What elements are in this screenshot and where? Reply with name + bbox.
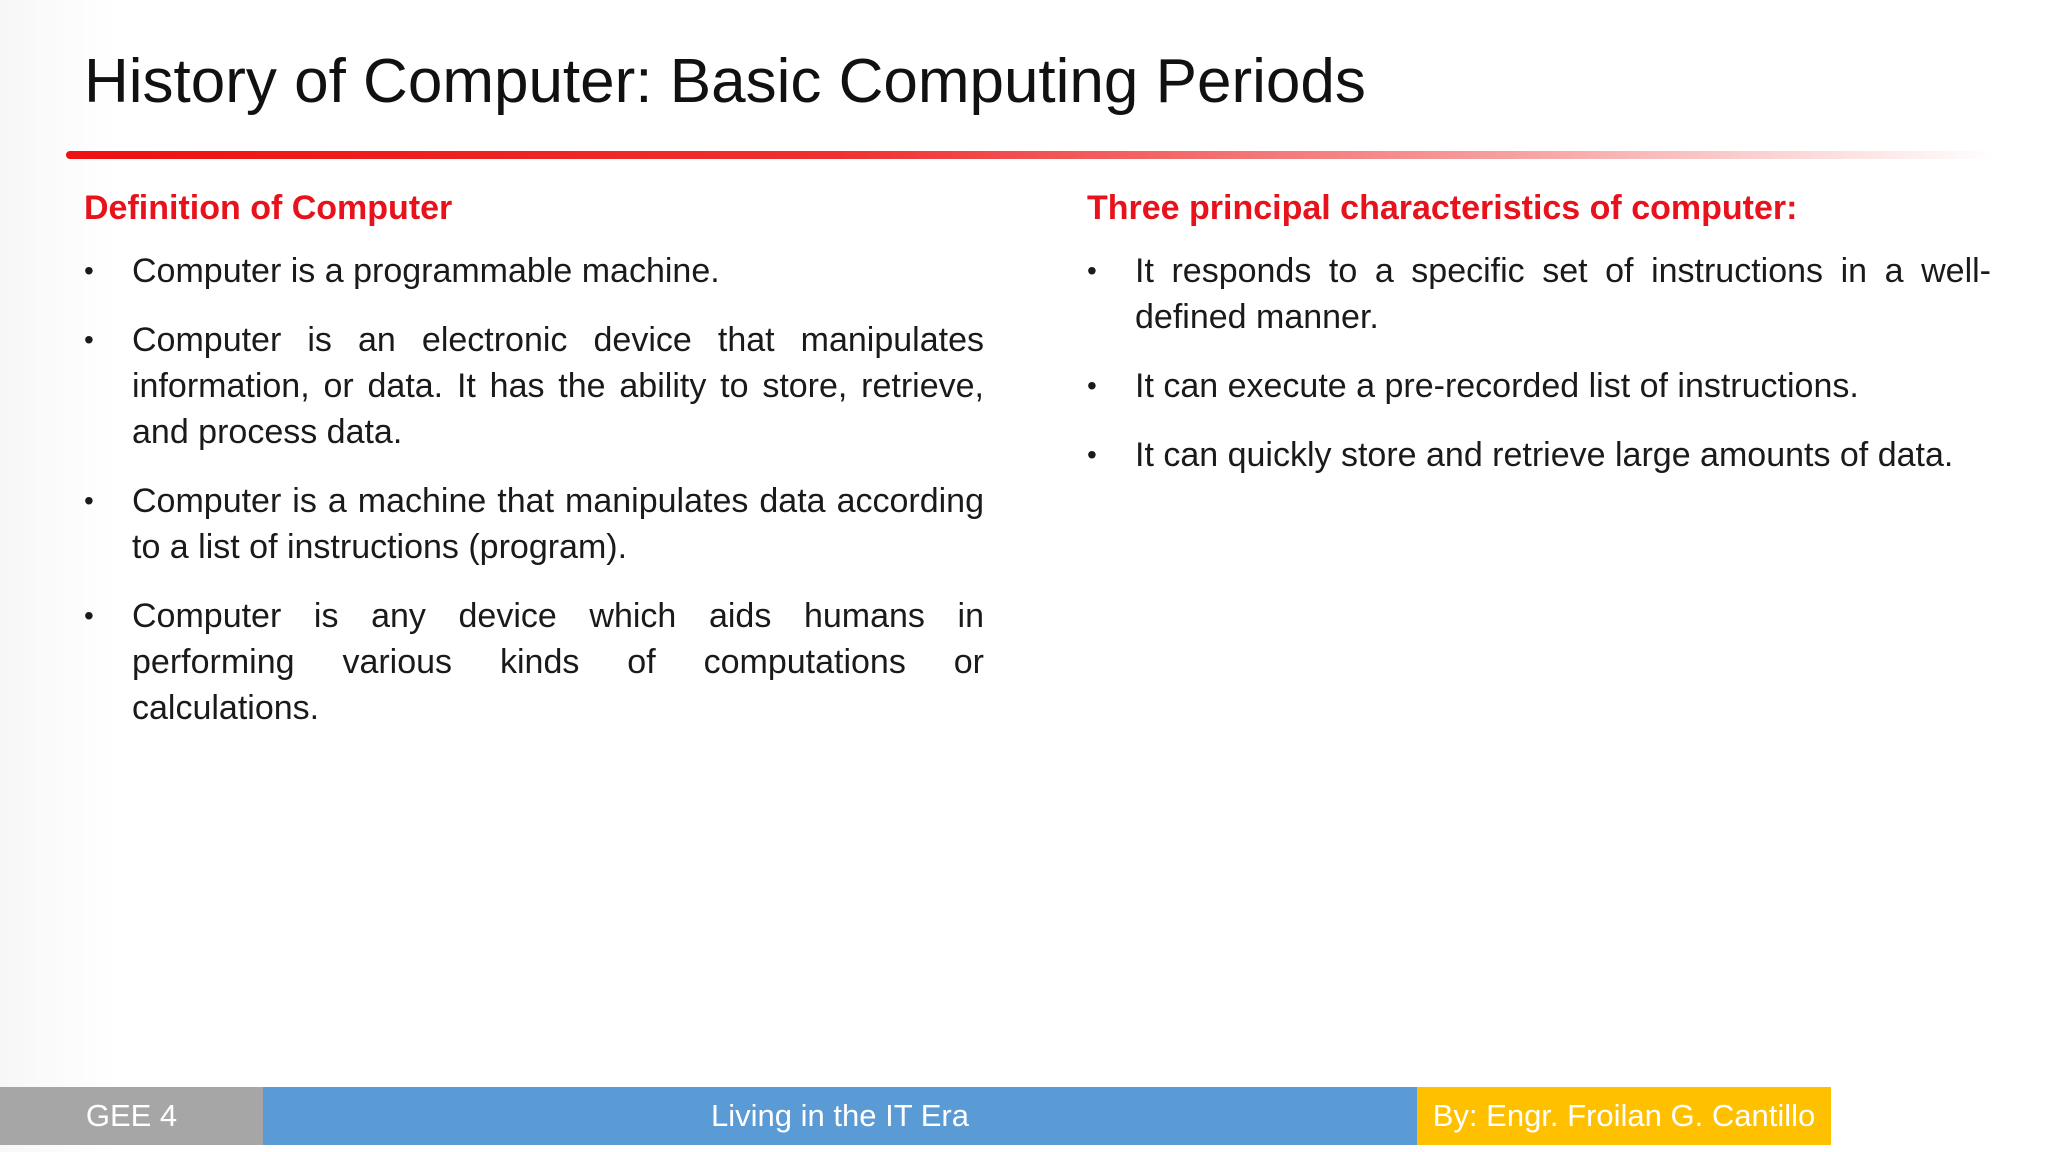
definition-heading: Definition of Computer [84, 189, 453, 227]
list-item-text: It can execute a pre-recorded list of instructions. [1135, 367, 1859, 405]
characteristics-list [1087, 248, 1991, 478]
bullet-icon: • [84, 255, 94, 286]
bullet-icon: • [1087, 255, 1097, 286]
bullet-icon: • [1087, 439, 1097, 470]
list-item-text: Computer is an electronic device that manipulates information, or data. It has the ability to store, retrieve, and process data. [132, 321, 984, 451]
footer-author: By: Engr. Froilan G. Cantillo [1417, 1087, 1831, 1145]
characteristics-heading: Three principal characteristics of computer: [1087, 189, 1798, 227]
list-item [84, 593, 984, 731]
list-item-text: It responds to a specific set of instructions in a well-defined manner. [1135, 252, 1991, 336]
list-item [84, 248, 984, 294]
definition-column [84, 180, 984, 754]
list-item [1087, 363, 1991, 409]
definition-list [84, 248, 984, 731]
bullet-icon: • [84, 600, 94, 631]
footer-course: GEE 4 [0, 1087, 263, 1145]
list-item-text: It can quickly store and retrieve large amounts of data. [1135, 436, 1954, 474]
title-underline [66, 151, 1996, 159]
bullet-icon: • [1087, 370, 1097, 401]
list-item [1087, 248, 1991, 340]
characteristics-column [1087, 180, 1991, 501]
slide-title: History of Computer: Basic Computing Periods [84, 47, 1366, 116]
bullet-icon: • [84, 485, 94, 516]
list-item-text: Computer is any device which aids humans in performing various kinds of computations or calculations. [132, 597, 984, 727]
list-item [84, 317, 984, 455]
bullet-icon: • [84, 324, 94, 355]
list-item-text: Computer is a programmable machine. [132, 252, 720, 290]
list-item-text: Computer is a machine that manipulates data according to a list of instructions (program). [132, 482, 984, 566]
list-item [84, 478, 984, 570]
footer-subject: Living in the IT Era [263, 1087, 1417, 1145]
list-item [1087, 432, 1991, 478]
